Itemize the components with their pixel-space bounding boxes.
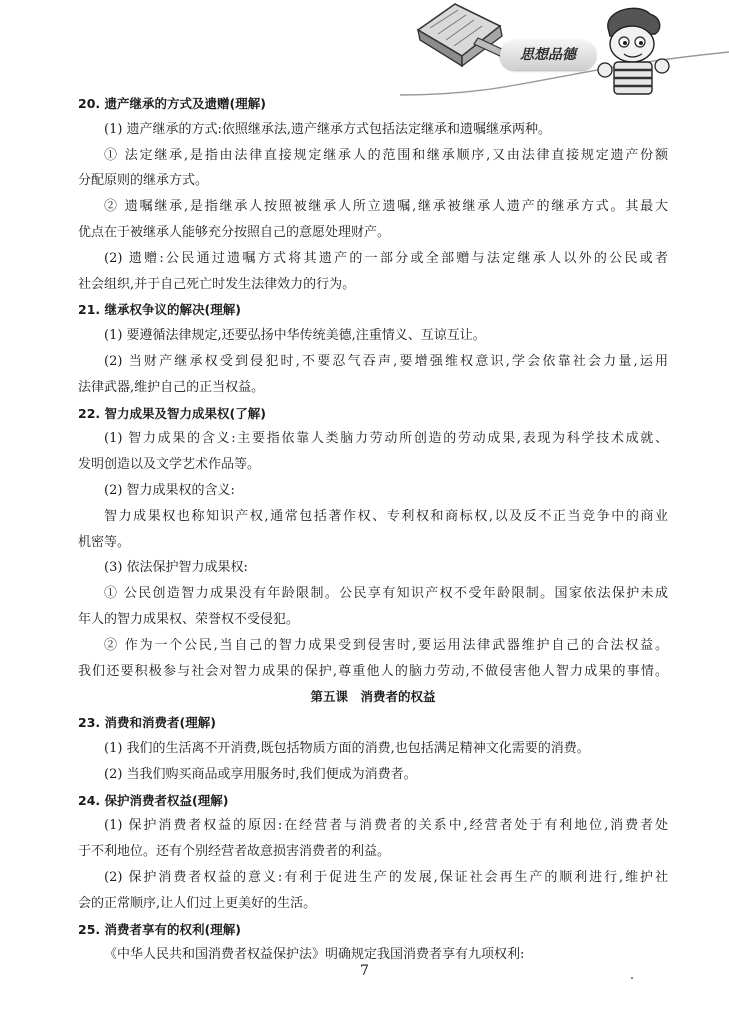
text-line: (1) 智力成果的含义:主要指依靠人类脑力劳动所创造的劳动成果,表现为科学技术成就、	[104, 431, 668, 447]
text-line: 智力成果权也称知识产权,通常包括著作权、专利权和商标权,以及反不正当竞争中的商业	[104, 508, 668, 524]
text-line: (2) 遗赠:公民通过遗嘱方式将其遗产的一部分或全部赠与法定继承人以外的公民或者	[104, 250, 668, 266]
text-line: 于不利地位。还有个别经营者故意损害消费者的利益。	[78, 844, 391, 860]
text-line: ② 遗嘱继承,是指继承人按照被继承人所立遗嘱,继承被继承人遗产的继承方式。其最大	[104, 199, 668, 215]
section-heading: 21. 继承权争议的解决(理解)	[78, 302, 241, 318]
page-number: 7	[360, 963, 369, 979]
section-heading: 25. 消费者享有的权利(理解)	[78, 921, 241, 937]
text-line: (2) 当我们购买商品或享用服务时,我们便成为消费者。	[104, 766, 417, 782]
section-heading: 24. 保护消费者权益(理解)	[78, 792, 229, 808]
book-pencil-icon	[418, 4, 510, 66]
text-body	[78, 91, 668, 968]
section-heading: 22. 智力成果及智力成果权(了解)	[78, 405, 266, 421]
text-line: 会的正常顺序,让人们过上更美好的生活。	[78, 895, 317, 911]
text-line: (1) 保护消费者权益的原因:在经营者与消费者的关系中,经营者处于有利地位,消费者处	[104, 818, 668, 834]
text-line: (2) 当财产继承权受到侵犯时,不要忍气吞声,要增强维权意识,学会依靠社会力量,运用	[104, 353, 668, 369]
speck	[631, 977, 633, 979]
text-line: 法律武器,维护自己的正当权益。	[78, 379, 265, 395]
text-line: ① 法定继承,是指由法律直接规定继承人的范围和继承顺序,又由法律直接规定遗产份额	[104, 147, 668, 163]
text-line: ① 公民创造智力成果没有年龄限制。公民享有知识产权不受年龄限制。国家依法保护未成	[104, 586, 668, 602]
text-line: 年人的智力成果权、荣誉权不受侵犯。	[78, 611, 300, 627]
text-line: 优点在于被继承人能够充分按照自己的意愿处理财产。	[78, 224, 391, 240]
text-line: (2) 智力成果权的含义:	[104, 482, 235, 498]
text-line: (3) 依法保护智力成果权:	[104, 560, 248, 576]
text-line: (1) 要遵循法律规定,还要弘扬中华传统美德,注重情义、互谅互让。	[104, 328, 486, 344]
text-line: 《中华人民共和国消费者权益保护法》明确规定我国消费者享有九项权利:	[104, 947, 525, 963]
lesson-title: 第五课 消费者的权益	[310, 689, 436, 705]
text-line: 发明创造以及文学艺术作品等。	[78, 457, 261, 473]
section-heading: 23. 消费和消费者(理解)	[78, 715, 216, 731]
boy-mascot-icon	[598, 8, 669, 94]
text-line: 社会组织,并于自己死亡时发生法律效力的行为。	[78, 276, 356, 292]
text-line: 机密等。	[78, 534, 131, 550]
section-heading: 20. 遗产继承的方式及遗赠(理解)	[78, 96, 266, 111]
text-line: ② 作为一个公民,当自己的智力成果受到侵害时,要运用法律武器维护自己的合法权益。	[104, 637, 668, 653]
text-line: 分配原则的继承方式。	[78, 173, 209, 189]
text-line: (2) 保护消费者权益的意义:有利于促进生产的发展,保证社会再生产的顺利进行,维护社	[104, 869, 668, 885]
text-line: 我们还要积极参与社会对智力成果的保护,尊重他人的脑力劳动,不做侵害他人智力成果的事情。	[78, 663, 668, 679]
subject-badge: 思想品德	[500, 40, 596, 70]
text-line: (1) 遗产继承的方式:依照继承法,遗产继承方式包括法定继承和遗嘱继承两种。	[104, 121, 552, 137]
text-line: (1) 我们的生活离不开消费,既包括物质方面的消费,也包括满足精神文化需要的消费。	[104, 740, 590, 756]
